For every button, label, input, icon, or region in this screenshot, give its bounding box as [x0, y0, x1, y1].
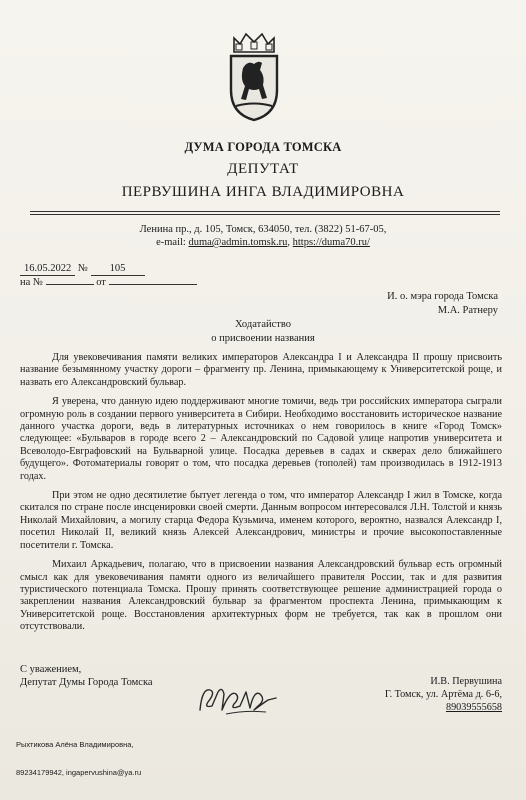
executor-footer — [16, 738, 141, 780]
header-divider — [30, 211, 500, 212]
position-title: ДЕПУТАТ — [227, 161, 299, 177]
body-paragraph: При этом не одно десятилетие бытует легенда о том, что император Александр I жил в Томске, когда скитался по стране после инсценировки своей смерти. Данным вопросом интересовался Л.Н. Толстой и князь Николай Михайлович, а могилу старца Федора Кузьмича, именем которого, вероятно, назвался Александр I, посетил Николай II, великий князь Алексей Александрович, министры и прочие высокопоставленные посетители г. Томска. — [20, 490, 502, 551]
letter-date: 16.05.2022 — [20, 262, 75, 276]
signer-address: Г. Томск, ул. Артёма д. 6-6, — [384, 689, 502, 700]
tomsk-coat-of-arms-icon — [226, 30, 282, 122]
closing-block — [20, 663, 153, 689]
closing-phrase: С уважением, — [20, 664, 82, 675]
website-link[interactable]: https://duma70.ru/ — [292, 237, 370, 248]
from-label: от — [96, 277, 106, 288]
header-divider-second — [30, 214, 500, 215]
signer-role: Депутат Думы Города Томска — [20, 677, 153, 688]
incoming-reference — [20, 276, 197, 289]
addressee-name: М.А. Ратнеру — [437, 305, 498, 316]
signer-block — [385, 675, 502, 714]
contact-block — [0, 223, 526, 249]
subject-subtitle: о присвоении названия — [211, 333, 315, 344]
subject-block — [0, 318, 526, 346]
incoming-number-blank — [46, 284, 94, 285]
reference-block — [20, 262, 197, 289]
organization-name: ДУМА ГОРОДА ТОМСКА — [184, 140, 342, 154]
email-label: e-mail: — [156, 237, 186, 248]
addressee-block — [387, 290, 498, 318]
handwritten-signature-icon — [196, 680, 282, 720]
executor-name: Рыхтикова Алёна Владимировна, — [16, 740, 134, 749]
body-paragraph: Михаил Аркадьевич, полагаю, что в присвоении названия Александровский бульвар есть огромный смысл как для увековечивания памяти одного из величайшего правителя России, так и для развития туристического потенциала Томска. Прошу принять соответствующее решение администрацией города о закреплении названия Александровский бульвар за фрагментом проспекта Ленина, примыкающим к Университетской роще. Восстановления архитектурных форм не требуется, так как в прошлом они отсутствовали. — [20, 559, 502, 633]
body-paragraph: Для увековечивания памяти великих императоров Александра I и Александра II прошу присвоить название безымянному участку дороги – фрагменту пр. Ленина, примыкающему к Университетской роще, и назвать его Александровский бульвар. — [20, 352, 502, 388]
subject-title: Ходатайство — [235, 319, 291, 330]
incoming-label: на № — [20, 277, 43, 288]
contact-separator: , — [287, 237, 290, 248]
addressee-position: И. о. мэра города Томска — [387, 291, 498, 302]
number-label: № — [77, 263, 88, 274]
address-line: Ленина пр., д. 105, Томск, 634050, тел. (3822) 51-67-05, — [139, 224, 387, 235]
outgoing-reference — [20, 262, 197, 276]
deputy-name: ПЕРВУШИНА ИНГА ВЛАДИМИРОВНА — [121, 184, 405, 200]
letter-number: 105 — [91, 262, 145, 276]
incoming-date-blank — [109, 284, 197, 285]
signer-phone: 89039555658 — [445, 702, 502, 713]
letter-body — [20, 352, 502, 641]
signer-name: И.В. Первушина — [430, 676, 502, 687]
executor-contacts: 89234179942, ingapervushina@ya.ru — [16, 768, 142, 777]
body-paragraph: Я уверена, что данную идею поддерживают многие томичи, ведь три российских императора сыграли огромную роль в создании первого университета в Сибири. Необходимо восстановить историческое название данного участка дороги, ведь в литературных источниках о нем говорилось в книге «Город Томск» следующее: «Бульваров в городе всего 2 – Александровский по Садовой улице напротив университета и Всеволодо-Евграфовский на Бульварной улице. Посадка деревьев в садах и скверах дело ближайшего будущего». Фотоматериалы говорят о том, что посадка деревьев (тополей) там производилась в 1912-1913 годах. — [20, 396, 502, 482]
online-contacts — [0, 236, 526, 249]
email-link[interactable]: duma@admin.tomsk.ru — [188, 237, 288, 248]
